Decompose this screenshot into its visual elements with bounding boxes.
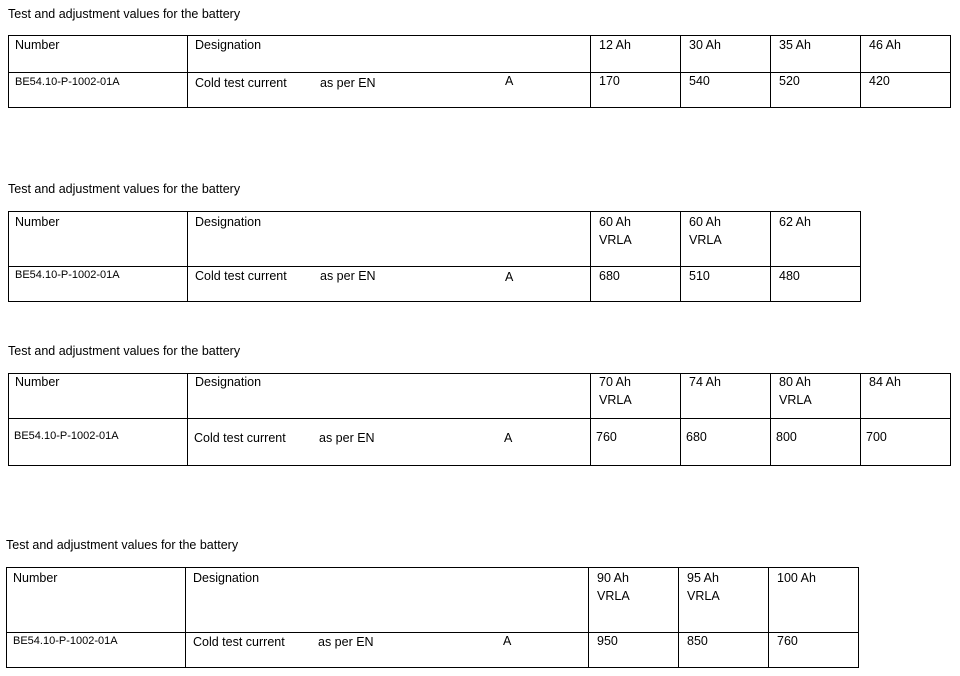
header-capacity: 12 Ah <box>599 38 631 52</box>
row-value: 680 <box>599 269 620 283</box>
header-capacity: 80 Ah VRLA <box>779 375 812 407</box>
table-caption: Test and adjustment values for the battery <box>8 344 241 358</box>
header-capacity: 100 Ah <box>777 571 816 585</box>
battery-values-table-4 <box>6 567 859 668</box>
row-unit: A <box>503 634 512 648</box>
header-number: Number <box>15 215 60 229</box>
header-capacity: 35 Ah <box>779 38 811 52</box>
row-unit: A <box>504 431 513 445</box>
battery-values-table-2 <box>8 211 861 302</box>
header-capacity: 70 Ah VRLA <box>599 375 632 407</box>
row-designation: Cold test current <box>195 76 287 90</box>
row-standard: as per EN <box>318 635 374 649</box>
row-value: 760 <box>596 430 617 444</box>
header-capacity: 62 Ah <box>779 215 811 229</box>
row-standard: as per EN <box>320 269 376 283</box>
row-number: BE54.10-P-1002-01A <box>13 635 118 647</box>
row-designation: Cold test current <box>194 431 286 445</box>
table-caption: Test and adjustment values for the battery <box>8 182 241 196</box>
row-number: BE54.10-P-1002-01A <box>14 430 119 442</box>
header-capacity: 30 Ah <box>689 38 721 52</box>
row-value: 420 <box>869 74 890 88</box>
row-value: 510 <box>689 269 710 283</box>
row-number: BE54.10-P-1002-01A <box>15 76 120 88</box>
battery-values-table-1 <box>8 35 951 108</box>
row-value: 700 <box>866 430 887 444</box>
header-number: Number <box>15 38 60 52</box>
row-value: 680 <box>686 430 707 444</box>
table-caption: Test and adjustment values for the battery <box>6 538 239 552</box>
row-unit: A <box>505 270 514 284</box>
header-capacity: 46 Ah <box>869 38 901 52</box>
row-value: 850 <box>687 634 708 648</box>
row-value: 480 <box>779 269 800 283</box>
row-standard: as per EN <box>319 431 375 445</box>
row-unit: A <box>505 74 514 88</box>
row-number: BE54.10-P-1002-01A <box>15 269 120 281</box>
row-value: 760 <box>777 634 798 648</box>
row-value: 540 <box>689 74 710 88</box>
row-value: 800 <box>776 430 797 444</box>
battery-values-table-3 <box>8 373 951 466</box>
header-designation: Designation <box>195 215 262 229</box>
table-caption: Test and adjustment values for the battery <box>8 7 241 21</box>
row-value: 170 <box>599 74 620 88</box>
row-standard: as per EN <box>320 76 376 90</box>
header-designation: Designation <box>195 38 262 52</box>
row-designation: Cold test current <box>195 269 287 283</box>
row-value: 950 <box>597 634 618 648</box>
header-capacity: 74 Ah <box>689 375 721 389</box>
row-value: 520 <box>779 74 800 88</box>
header-number: Number <box>15 375 60 389</box>
header-designation: Designation <box>193 571 260 585</box>
header-capacity: 60 Ah VRLA <box>689 215 722 247</box>
row-designation: Cold test current <box>193 635 285 649</box>
header-capacity: 95 Ah VRLA <box>687 571 720 603</box>
header-designation: Designation <box>195 375 262 389</box>
header-number: Number <box>13 571 58 585</box>
header-capacity: 60 Ah VRLA <box>599 215 632 247</box>
header-capacity: 84 Ah <box>869 375 901 389</box>
header-capacity: 90 Ah VRLA <box>597 571 630 603</box>
